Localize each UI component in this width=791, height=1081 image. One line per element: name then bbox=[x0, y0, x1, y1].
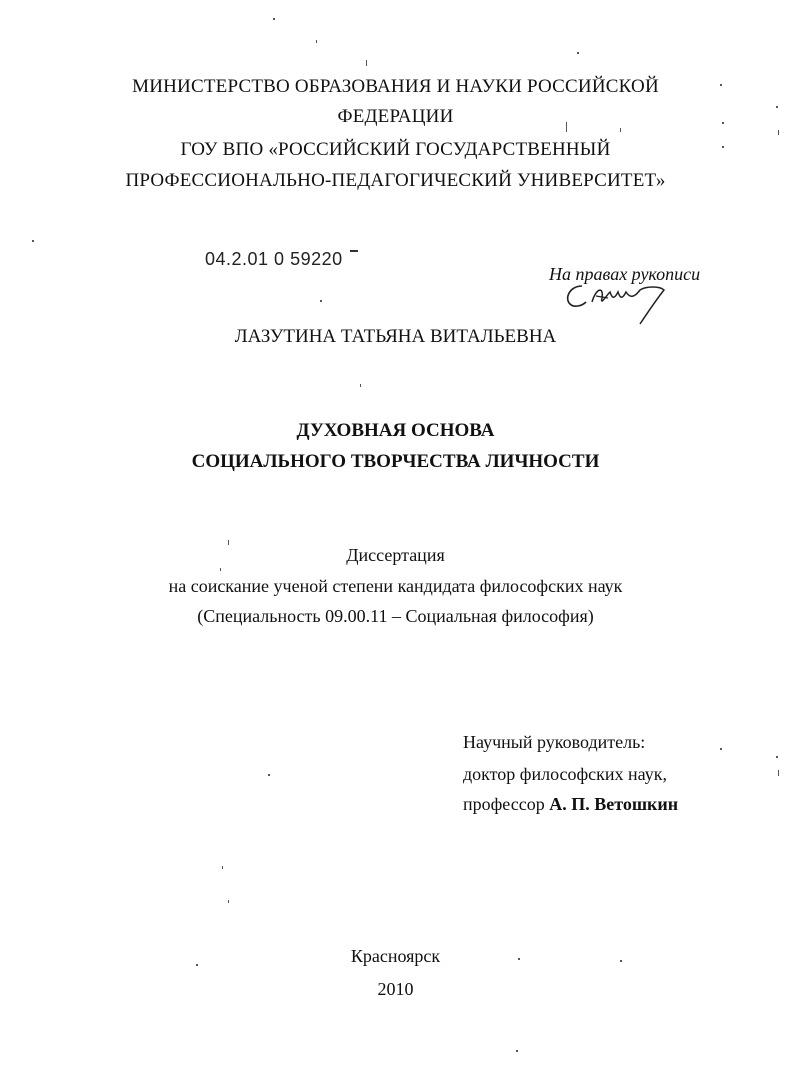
scan-speck bbox=[722, 146, 724, 148]
scan-speck bbox=[366, 60, 367, 66]
signature bbox=[560, 278, 680, 330]
supervisor-degree: доктор философских наук, bbox=[463, 764, 667, 784]
scan-speck bbox=[720, 748, 722, 750]
scan-speck bbox=[32, 240, 34, 242]
ministry-line-2: ФЕДЕРАЦИИ bbox=[337, 106, 454, 127]
scan-speck bbox=[722, 122, 724, 124]
registration-number: 04.2.01 0 59220 bbox=[205, 249, 343, 269]
thesis-title-line-1: ДУХОВНАЯ ОСНОВА bbox=[296, 420, 495, 441]
scan-speck bbox=[776, 106, 778, 108]
supervisor-name: А. П. Ветошкин bbox=[549, 794, 679, 814]
author-name: ЛАЗУТИНА ТАТЬЯНА ВИТАЛЬЕВНА bbox=[234, 326, 557, 347]
manuscript-note: На правах рукописи bbox=[549, 264, 701, 284]
thesis-type: Диссертация bbox=[346, 545, 445, 565]
university-line-1: ГОУ ВПО «РОССИЙСКИЙ ГОСУДАРСТВЕННЫЙ bbox=[180, 139, 611, 160]
scan-speck bbox=[516, 1050, 518, 1052]
ministry-line-1: МИНИСТЕРСТВО ОБРАЗОВАНИЯ И НАУКИ РОССИЙСКОЙ bbox=[132, 76, 659, 97]
scan-speck bbox=[360, 384, 361, 387]
scan-speck bbox=[778, 130, 779, 135]
scan-speck bbox=[577, 52, 579, 54]
scan-speck bbox=[268, 774, 270, 776]
scan-speck bbox=[220, 568, 221, 571]
scan-speck bbox=[228, 540, 229, 545]
supervisor-line bbox=[463, 794, 678, 815]
year: 2010 bbox=[377, 979, 414, 999]
scan-speck bbox=[620, 128, 621, 132]
university-line-2: ПРОФЕССИОНАЛЬНО-ПЕДАГОГИЧЕСКИЙ УНИВЕРСИТЕТ» bbox=[125, 170, 666, 191]
city: Красноярск bbox=[350, 946, 441, 966]
thesis-title-line-2: СОЦИАЛЬНОГО ТВОРЧЕСТВА ЛИЧНОСТИ bbox=[191, 451, 600, 472]
scan-speck bbox=[222, 866, 223, 869]
scan-speck bbox=[320, 300, 322, 302]
scan-speck bbox=[566, 122, 567, 132]
scan-speck bbox=[316, 40, 317, 43]
supervisor-title: профессор bbox=[463, 794, 550, 814]
scan-speck bbox=[776, 756, 778, 758]
scan-speck bbox=[273, 18, 275, 20]
thesis-degree: на соискание ученой степени кандидата философских наук bbox=[168, 576, 623, 596]
scan-speck bbox=[196, 964, 198, 966]
scan-speck bbox=[778, 770, 779, 776]
registration-mark bbox=[350, 250, 358, 252]
thesis-specialty: (Специальность 09.00.11 – Социальная философия) bbox=[197, 606, 594, 626]
scan-speck bbox=[720, 84, 722, 86]
scan-speck bbox=[620, 960, 622, 962]
supervisor-label: Научный руководитель: bbox=[463, 732, 646, 752]
scan-speck bbox=[228, 900, 229, 903]
scan-speck bbox=[518, 958, 520, 960]
